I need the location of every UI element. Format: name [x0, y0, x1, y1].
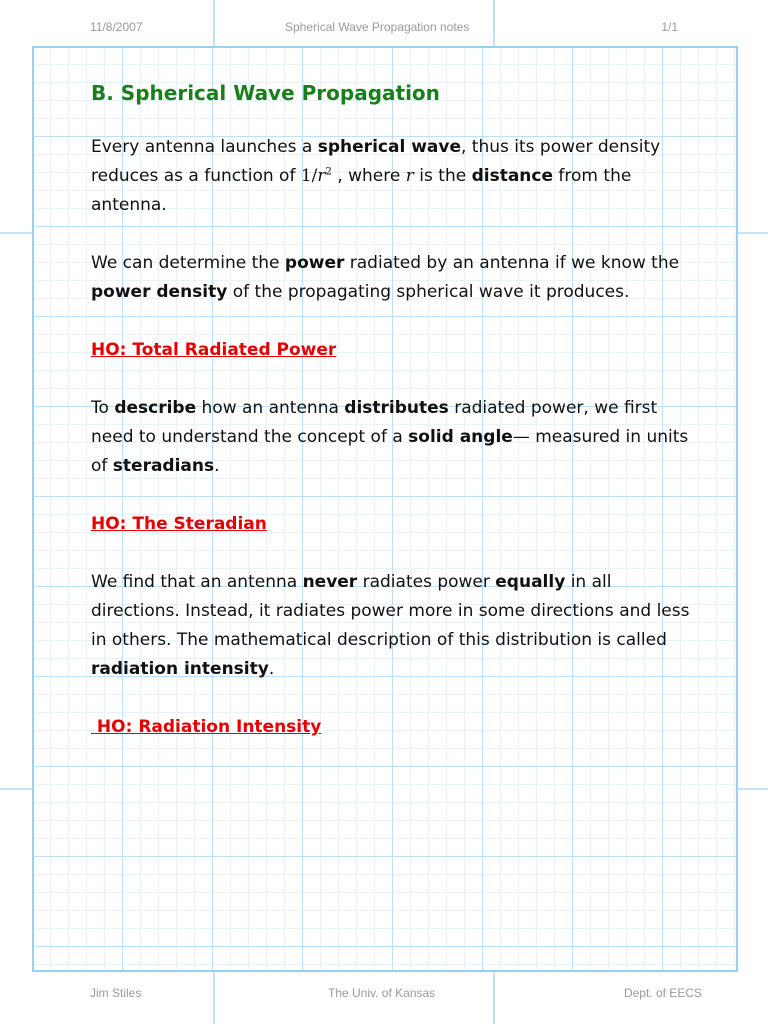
- text-run: To: [91, 398, 115, 418]
- text-run: radiated power, we first need to understand the concept of a: [91, 398, 658, 447]
- grid-edge-line: [738, 232, 768, 234]
- section-title: B. Spherical Wave Propagation: [91, 81, 440, 105]
- text-run: Every antenna launches a: [91, 137, 318, 157]
- bold-term: solid angle: [408, 427, 513, 447]
- formula-numerator: 1: [300, 166, 312, 186]
- handout-link-radiation-intensity[interactable]: HO: Radiation Intensity: [91, 717, 322, 737]
- bold-term: equally: [495, 572, 566, 592]
- paragraph-radiation-intensity: [91, 568, 691, 684]
- header-page-number: 1/1: [661, 20, 678, 34]
- footer-department: Dept. of EECS: [623, 986, 702, 1000]
- bold-term: power: [284, 253, 345, 273]
- text-run: , where: [331, 166, 406, 186]
- text-run: how an antenna: [196, 398, 345, 418]
- formula-variable: r: [405, 166, 414, 186]
- page-footer: [0, 986, 768, 1010]
- document-body: [91, 78, 691, 771]
- paragraph-power-density: [91, 249, 691, 307]
- bold-term: distributes: [344, 398, 449, 418]
- text-run: We can determine the: [91, 253, 285, 273]
- header-title: Spherical Wave Propagation notes: [285, 20, 470, 34]
- header-date: 11/8/2007: [90, 20, 143, 34]
- bold-term: steradians: [112, 456, 215, 476]
- text-run: of the propagating spherical wave it produces.: [227, 282, 630, 302]
- handout-link-total-radiated-power[interactable]: HO: Total Radiated Power: [91, 340, 337, 360]
- grid-edge-line: [213, 0, 215, 46]
- bold-term: radiation intensity: [91, 659, 269, 679]
- inverse-square-formula: [301, 166, 332, 186]
- paragraph-spherical-wave: [91, 133, 691, 220]
- text-run: radiates power: [357, 572, 496, 592]
- bold-term: power density: [91, 282, 228, 302]
- grid-edge-line: [0, 232, 32, 234]
- footer-author: Jim Stiles: [90, 986, 142, 1000]
- grid-edge-line: [493, 0, 495, 46]
- text-run: We find that an antenna: [91, 572, 303, 592]
- grid-edge-line: [738, 788, 768, 790]
- text-run: radiated by an antenna if we know the: [344, 253, 680, 273]
- text-run: — measured in units of: [91, 427, 689, 476]
- text-run: .: [214, 456, 220, 476]
- footer-university: The Univ. of Kansas: [328, 986, 436, 1000]
- grid-edge-line: [0, 788, 32, 790]
- text-run: .: [268, 659, 275, 679]
- bold-term: never: [302, 572, 358, 592]
- formula-slash: /: [311, 166, 318, 186]
- paragraph-solid-angle: [91, 394, 691, 481]
- handout-link-steradian[interactable]: HO: The Steradian: [91, 514, 267, 534]
- formula-exponent: 2: [325, 166, 332, 178]
- page-header: [0, 20, 768, 44]
- text-run: in all directions. Instead, it radiates power more in some directions and less in others. The mathematical description of this distribution is called: [91, 572, 690, 650]
- formula-variable: r: [317, 166, 326, 186]
- bold-term: describe: [114, 398, 197, 418]
- bold-term: distance: [471, 166, 554, 186]
- text-run: is the: [413, 166, 472, 186]
- bold-term: spherical wave: [317, 137, 461, 157]
- text-run: , thus its power density reduces as a function of: [91, 137, 661, 186]
- text-run: from the antenna.: [91, 166, 632, 215]
